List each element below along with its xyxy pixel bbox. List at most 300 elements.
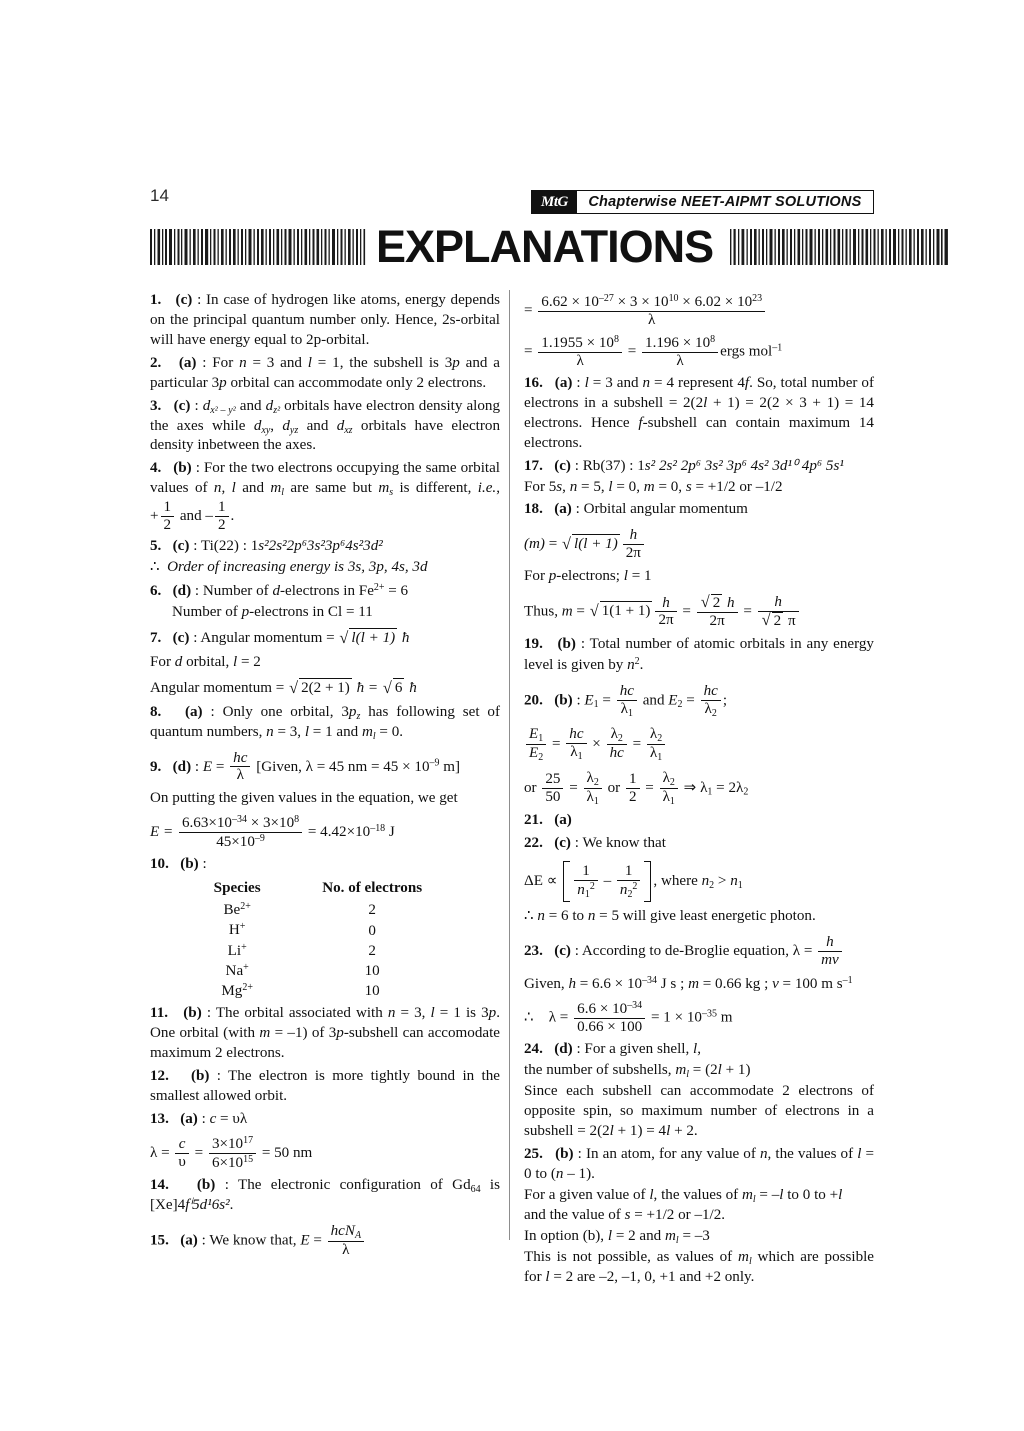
fraction-1-n2sq — [617, 863, 641, 900]
item-text: = 1 — [627, 568, 652, 585]
var-E: E — [668, 692, 678, 709]
item-text: = 5, — [577, 478, 609, 495]
item-text: Rb(37) : 1 — [582, 457, 645, 474]
var-l: l — [703, 394, 708, 411]
exponent: –35 — [701, 1008, 717, 1020]
item-text: = 2 — [237, 653, 261, 670]
item-text: and — [176, 508, 206, 525]
solution-item-8 — [150, 703, 500, 743]
item-text: In case of hydrogen like atoms, energy depends on the principal quantum number only. Hence, 2s-orbital will have energy equal to 2p-orbital. — [150, 292, 501, 348]
item-text: . — [229, 1196, 234, 1213]
item-text: or — [524, 779, 541, 796]
var-m: m — [675, 1061, 687, 1078]
numerator: 6.6 × 10 — [577, 1001, 628, 1018]
item-separator: : — [576, 374, 581, 391]
fraction-lambda2-lambda1 — [660, 770, 678, 807]
orbital-f: f — [744, 374, 750, 391]
item-separator: : — [202, 354, 207, 371]
denominator: hc — [609, 745, 624, 762]
var-l: l — [607, 1228, 613, 1245]
therefore-symbol: ∴ — [524, 1009, 534, 1026]
var-n: n — [239, 354, 247, 371]
result: = 1 × 10 — [647, 1009, 702, 1026]
item-text: + 1) — [721, 1061, 751, 1078]
index: 2 — [657, 732, 663, 744]
fraction-1-n1sq — [574, 863, 598, 900]
solution-item-10 — [150, 855, 500, 875]
item-number: 4. — [150, 460, 162, 477]
equals: = — [309, 1232, 326, 1249]
item-option: (a) — [178, 354, 197, 371]
index: 1 — [628, 707, 633, 719]
fraction-1-2 — [626, 771, 640, 806]
fraction-h-2pi — [655, 595, 676, 630]
item-text: are same but — [284, 480, 379, 497]
numerator: h — [723, 595, 735, 612]
equals: = — [572, 603, 589, 620]
cell-electrons: 10 — [364, 963, 380, 979]
item-option: (d) — [172, 583, 192, 600]
var-l: l — [649, 1186, 654, 1203]
denominator: λ — [649, 744, 658, 761]
solution-item-20 — [524, 683, 874, 719]
var-subscript: l — [686, 1068, 690, 1080]
item-separator: : — [577, 1145, 582, 1162]
item-number: 22. — [524, 835, 543, 852]
item-text: For the two electrons occupying the same orbital values of — [150, 460, 500, 497]
orbital-p: p — [348, 703, 357, 720]
result: = 2λ — [712, 779, 744, 796]
fraction-hc-lambda1 — [617, 683, 637, 719]
item-separator: : — [202, 856, 207, 873]
exponent: 17 — [243, 1134, 254, 1146]
brand-header — [531, 190, 874, 214]
item-separator: : — [216, 1068, 221, 1085]
item-text: = 0 to ( — [524, 1145, 874, 1182]
radical — [562, 534, 620, 555]
orbital-d: d — [272, 583, 281, 600]
item-text: to 0 to + — [783, 1186, 839, 1203]
equals: = — [641, 779, 658, 796]
exponent: 23 — [752, 293, 763, 304]
var-m: m — [361, 723, 373, 740]
numerator: 3×10 — [211, 1136, 244, 1153]
solution-item-11 — [150, 1004, 500, 1064]
equals: = — [548, 735, 565, 752]
sign-minus: – — [205, 508, 213, 525]
numerator: λ — [610, 726, 618, 743]
item-text: We know that — [582, 835, 666, 852]
item-text: = 100 m s — [778, 976, 843, 993]
cell-species: $Mg^{2+}$ — [221, 982, 253, 1000]
var-m: m — [738, 1249, 749, 1266]
numerator: hcN — [330, 1222, 355, 1239]
brand-title: Chapterwise NEET-AIPMT SOLUTIONS — [588, 194, 862, 210]
numerator: × 3×10 — [246, 815, 295, 832]
orbital-p: p — [241, 603, 250, 620]
item-text: For a given shell, — [584, 1041, 693, 1058]
item-option: (c) — [554, 457, 571, 474]
ion-charge: 2+ — [242, 982, 253, 994]
denominator: λ — [586, 788, 594, 805]
var-lambda: λ — [700, 779, 708, 796]
magnetic-quantum: (m) — [524, 536, 545, 553]
var-m: m — [378, 480, 390, 497]
item-option: (b) — [173, 460, 192, 477]
orbital-subscript: z² — [273, 404, 281, 416]
item-text: and a particular 3 — [150, 354, 500, 391]
denominator: 45×10 — [216, 834, 255, 851]
mtg-logo: MtG — [532, 191, 577, 213]
numerator: 25 — [542, 771, 563, 789]
fraction-half — [161, 499, 175, 534]
var-n: n — [642, 374, 651, 391]
item-text: = 2 are –2, –1, 0, +1 and +2 only. — [549, 1269, 755, 1286]
table-row — [194, 900, 464, 920]
equals: = — [628, 735, 645, 752]
therefore-symbol: ∴ — [524, 908, 534, 925]
radical — [762, 612, 784, 630]
solution-item-23 — [524, 934, 874, 969]
item-text: -electrons in Cl = 11 — [249, 603, 373, 620]
index: 2 — [627, 889, 633, 901]
solution-item-12 — [150, 1067, 500, 1107]
item-text: , the values of — [653, 1186, 742, 1203]
equals: = — [524, 343, 537, 360]
numerator: h — [662, 594, 670, 611]
page-number: 14 — [150, 186, 169, 205]
item-text: . One orbital (with — [150, 1005, 500, 1042]
item-text: – 1). — [563, 1165, 595, 1182]
var-n: n — [266, 723, 274, 740]
numerator: 1.1955 × 10 — [541, 335, 614, 352]
therefore-symbol: ∴ — [150, 558, 160, 575]
equals: = — [598, 692, 615, 709]
var-lambda: λ — [239, 1111, 248, 1127]
solution-item-4 — [150, 459, 500, 534]
var-n: n — [627, 656, 635, 673]
cell-electrons: 2 — [368, 902, 376, 919]
var-m: m — [741, 1186, 753, 1203]
item-text: which are possible for — [524, 1249, 875, 1286]
solution-item-25 — [524, 1145, 874, 1185]
fraction-values — [209, 1135, 256, 1172]
item-text: = 0, — [654, 478, 686, 495]
denominator: n — [619, 882, 628, 899]
denominator: 2π — [658, 612, 674, 629]
denominator: 6×10 — [211, 1155, 244, 1172]
cell-species: Na+ — [225, 961, 249, 980]
item-separator: : — [576, 1041, 581, 1058]
solution-item-17 — [524, 457, 874, 477]
item-separator: : — [197, 292, 202, 308]
item-option: (a) — [554, 374, 573, 391]
item-text: . So, total number of electrons in a subshell = 2(2 — [524, 374, 874, 411]
solution-item-15-continued-line2 — [524, 334, 874, 370]
var-E: E = — [150, 824, 177, 841]
result: = 50 nm — [258, 1144, 313, 1161]
index: 1 — [669, 795, 675, 807]
table-header-row — [194, 879, 464, 900]
item-text: Total number of atomic orbitals in any energy level is given by — [524, 635, 874, 673]
item-text: = 0, — [612, 478, 644, 495]
var-l: l — [233, 653, 238, 670]
barcode-decoration-right — [729, 229, 949, 265]
greater-than: > — [714, 873, 731, 890]
var-v: v — [772, 976, 779, 993]
sign-plus: + — [150, 508, 159, 525]
denominator: λ — [576, 353, 584, 370]
item-text: is different, — [393, 480, 478, 497]
item-separator: : — [201, 1232, 206, 1249]
denominator: λ — [662, 788, 670, 805]
item-text: Given, — [524, 976, 569, 993]
item-separator: : — [574, 943, 579, 960]
ion-charge: + — [243, 961, 249, 973]
exponent: –9 — [429, 757, 440, 769]
denominator: 0.66 × 100 — [577, 1019, 643, 1036]
solution-item-18-line2 — [524, 567, 874, 587]
cell-electrons: 0 — [368, 922, 376, 939]
item-text: = 2 and — [612, 1228, 665, 1245]
page-title: EXPLANATIONS — [376, 221, 714, 272]
fraction-h-sqrt2pi — [758, 594, 799, 630]
index: 1 — [538, 732, 544, 744]
item-text: = – — [755, 1186, 780, 1203]
numerator: hc — [619, 682, 634, 699]
item-option: (b) — [183, 1005, 202, 1022]
item-text: + 1) = 4 — [613, 1122, 667, 1139]
orbital-d: d — [265, 397, 274, 414]
fraction-constants — [538, 293, 765, 329]
item-option: (a) — [554, 812, 572, 829]
item-text: = +1/2 or –1/2 — [691, 478, 783, 495]
item-separator: : — [195, 460, 200, 477]
delta-E: ΔE — [524, 873, 543, 890]
solution-item-15 — [150, 1223, 500, 1259]
index: 1 — [577, 750, 583, 762]
radicand: 2 — [773, 612, 782, 629]
table-row — [194, 961, 464, 981]
item-number: 15. — [150, 1232, 169, 1249]
var-l: l — [307, 354, 312, 371]
item-number: 11. — [150, 1005, 169, 1022]
index: 1 — [584, 889, 590, 901]
cell-electrons: 10 — [364, 983, 380, 1000]
numerator: E — [529, 725, 539, 742]
var-lambda: λ — [548, 1009, 557, 1026]
exponent: –1 — [842, 974, 853, 986]
orbital-p: p — [548, 568, 557, 585]
item-separator: : — [194, 758, 200, 775]
fraction-sqrt2h-2pi — [697, 594, 738, 630]
fraction-lambda2-hc — [607, 726, 627, 762]
solution-item-3 — [150, 397, 500, 457]
index: 2 — [743, 786, 749, 798]
item-number: 21. — [524, 812, 543, 829]
fraction-E1-E2 — [526, 726, 546, 763]
fraction-half — [215, 499, 229, 534]
item-text: Thus, — [524, 603, 562, 620]
item-text: = 3, — [273, 723, 305, 740]
avogadro-subscript: A — [354, 1229, 362, 1241]
var-l: l — [430, 1005, 435, 1022]
solution-item-19 — [524, 635, 874, 676]
item-separator: : — [574, 457, 579, 474]
item-text: and the value of — [524, 1207, 625, 1224]
item-text: The electron is more tightly bound in the smallest allowed orbit. — [150, 1068, 500, 1105]
item-text: , the values of — [767, 1145, 858, 1162]
item-text: J s ; — [657, 976, 689, 993]
var-l: l — [584, 374, 589, 391]
var-E: E — [584, 692, 594, 709]
var-l: l — [779, 1186, 784, 1203]
proportional: ∝ — [542, 873, 562, 890]
index: 1 — [593, 795, 599, 807]
item-option: (c) — [172, 629, 190, 646]
var-n: n — [555, 1165, 564, 1182]
implies: ⇒ — [679, 779, 701, 796]
item-number: 13. — [150, 1111, 169, 1127]
item-text: has following set of quantum numbers, — [150, 703, 500, 740]
index: 2 — [711, 707, 717, 719]
item-text: Number of — [202, 583, 273, 600]
denominator: mv — [821, 952, 839, 969]
var-l: l — [717, 1061, 722, 1078]
item-text: where — [657, 873, 702, 890]
item-separator: : — [575, 501, 580, 518]
item-text: and — [235, 397, 266, 414]
column-header-electrons: No. of electrons — [322, 880, 423, 897]
denominator: E — [529, 744, 539, 761]
solution-item-14 — [150, 1176, 500, 1216]
denominator: n — [577, 882, 585, 899]
numerator: 1 — [215, 499, 229, 517]
item-number: 3. — [150, 397, 162, 414]
item-text: = –3 — [678, 1228, 710, 1245]
item-text: [Given, λ = 45 nm = 45 × 10 — [256, 758, 430, 775]
denominator: 2 — [628, 788, 637, 805]
item-text: = (2 — [689, 1061, 718, 1078]
item-option: (a) — [180, 1232, 198, 1249]
item-option: (c) — [172, 538, 190, 555]
item-separator: : — [194, 583, 200, 600]
item-text: , — [221, 480, 232, 497]
item-number: 2. — [150, 354, 162, 371]
solution-item-25-line5 — [524, 1248, 874, 1288]
item-text: = 3, — [395, 1005, 431, 1022]
cell-species: Li+ — [227, 941, 247, 959]
numerator: λ — [662, 769, 670, 786]
fraction-c-nu — [175, 1136, 188, 1171]
denominator: 2π — [625, 545, 641, 562]
item-option: (c) — [173, 397, 191, 414]
var-l: l — [838, 1186, 843, 1203]
table-row — [194, 981, 464, 1001]
var-m: m — [561, 603, 573, 620]
item-option: (d) — [554, 1041, 573, 1058]
result: = 4.42×10 — [304, 824, 371, 841]
index: 2 — [677, 699, 683, 711]
var-nu: υ — [232, 1111, 240, 1127]
denominator: λ — [570, 744, 578, 761]
cell-species: $Be^{2+}$ — [223, 901, 251, 919]
item-text: orbital, — [182, 653, 234, 670]
numerator: h — [774, 594, 782, 611]
solution-item-22-eq — [524, 861, 874, 902]
item-text: For — [524, 568, 549, 585]
item-text: = 6.6 × 10 — [575, 976, 643, 993]
solution-item-15-continued-line1 — [524, 293, 874, 329]
var-s: s — [624, 1207, 631, 1224]
var-subscript: l — [372, 730, 376, 742]
item-separator: : — [210, 703, 215, 720]
denominator: 2 — [217, 517, 226, 534]
exponent: 8 — [294, 814, 300, 826]
numerator: 6.63×10 — [181, 815, 232, 832]
numerator: × 3 × 10 — [613, 294, 669, 311]
item-text: Angular momentum = — [200, 629, 339, 646]
item-option: (b) — [555, 1145, 574, 1162]
item-number: 17. — [524, 457, 543, 474]
item-separator: : — [576, 692, 581, 709]
numerator: 1 — [574, 863, 598, 881]
orbital-p: p — [452, 354, 460, 371]
fraction-25-50 — [542, 771, 563, 806]
equals: = — [544, 536, 562, 553]
numerator: λ — [586, 769, 594, 786]
orbital-subscript: xy — [261, 424, 271, 436]
solution-item-25-line4 — [524, 1227, 874, 1247]
item-text: or — [603, 779, 624, 796]
var-subscript: s — [389, 487, 394, 499]
item-option: (b) — [190, 1068, 210, 1085]
ion-charge: + — [241, 941, 247, 953]
item-text: , — [653, 873, 658, 890]
solution-item-25-line2 — [524, 1186, 874, 1206]
var-n: n — [537, 908, 545, 925]
solution-item-6 — [150, 581, 500, 602]
item-separator: : — [193, 538, 198, 555]
planck-constant: h — [568, 976, 576, 993]
item-text: For a given value of — [524, 1186, 650, 1203]
table-row — [194, 941, 464, 961]
fraction-lambda2-lambda1 — [584, 770, 602, 807]
equals: = — [565, 779, 582, 796]
radicand: 1(1 + 1) — [600, 601, 653, 622]
item-text: orbitals have electron density along the axes while — [150, 397, 500, 434]
var-n: n — [587, 908, 596, 925]
var-lambda: λ = — [150, 1144, 174, 1161]
item-number: 8. — [150, 703, 162, 720]
item-text: Order of increasing energy is 3s, 3p, 4s, 3d — [167, 558, 428, 575]
orbital-subscript: z — [356, 710, 361, 722]
var-c: c — [209, 1111, 217, 1127]
equals: = — [800, 943, 817, 960]
species-electrons-table — [194, 879, 464, 1001]
fraction-hcNA-lambda — [328, 1223, 364, 1259]
radicand: 6 — [393, 678, 405, 699]
solution-item-9 — [150, 750, 500, 785]
item-text: -electrons in Fe — [280, 583, 374, 600]
solution-item-24-line2 — [524, 1061, 874, 1081]
item-text: -electrons; — [556, 568, 624, 585]
var-l: l — [304, 723, 310, 740]
var-n: n — [387, 1005, 396, 1022]
fraction-energy — [179, 814, 302, 851]
orbital-d: d — [202, 397, 211, 414]
item-text: , — [270, 417, 283, 434]
